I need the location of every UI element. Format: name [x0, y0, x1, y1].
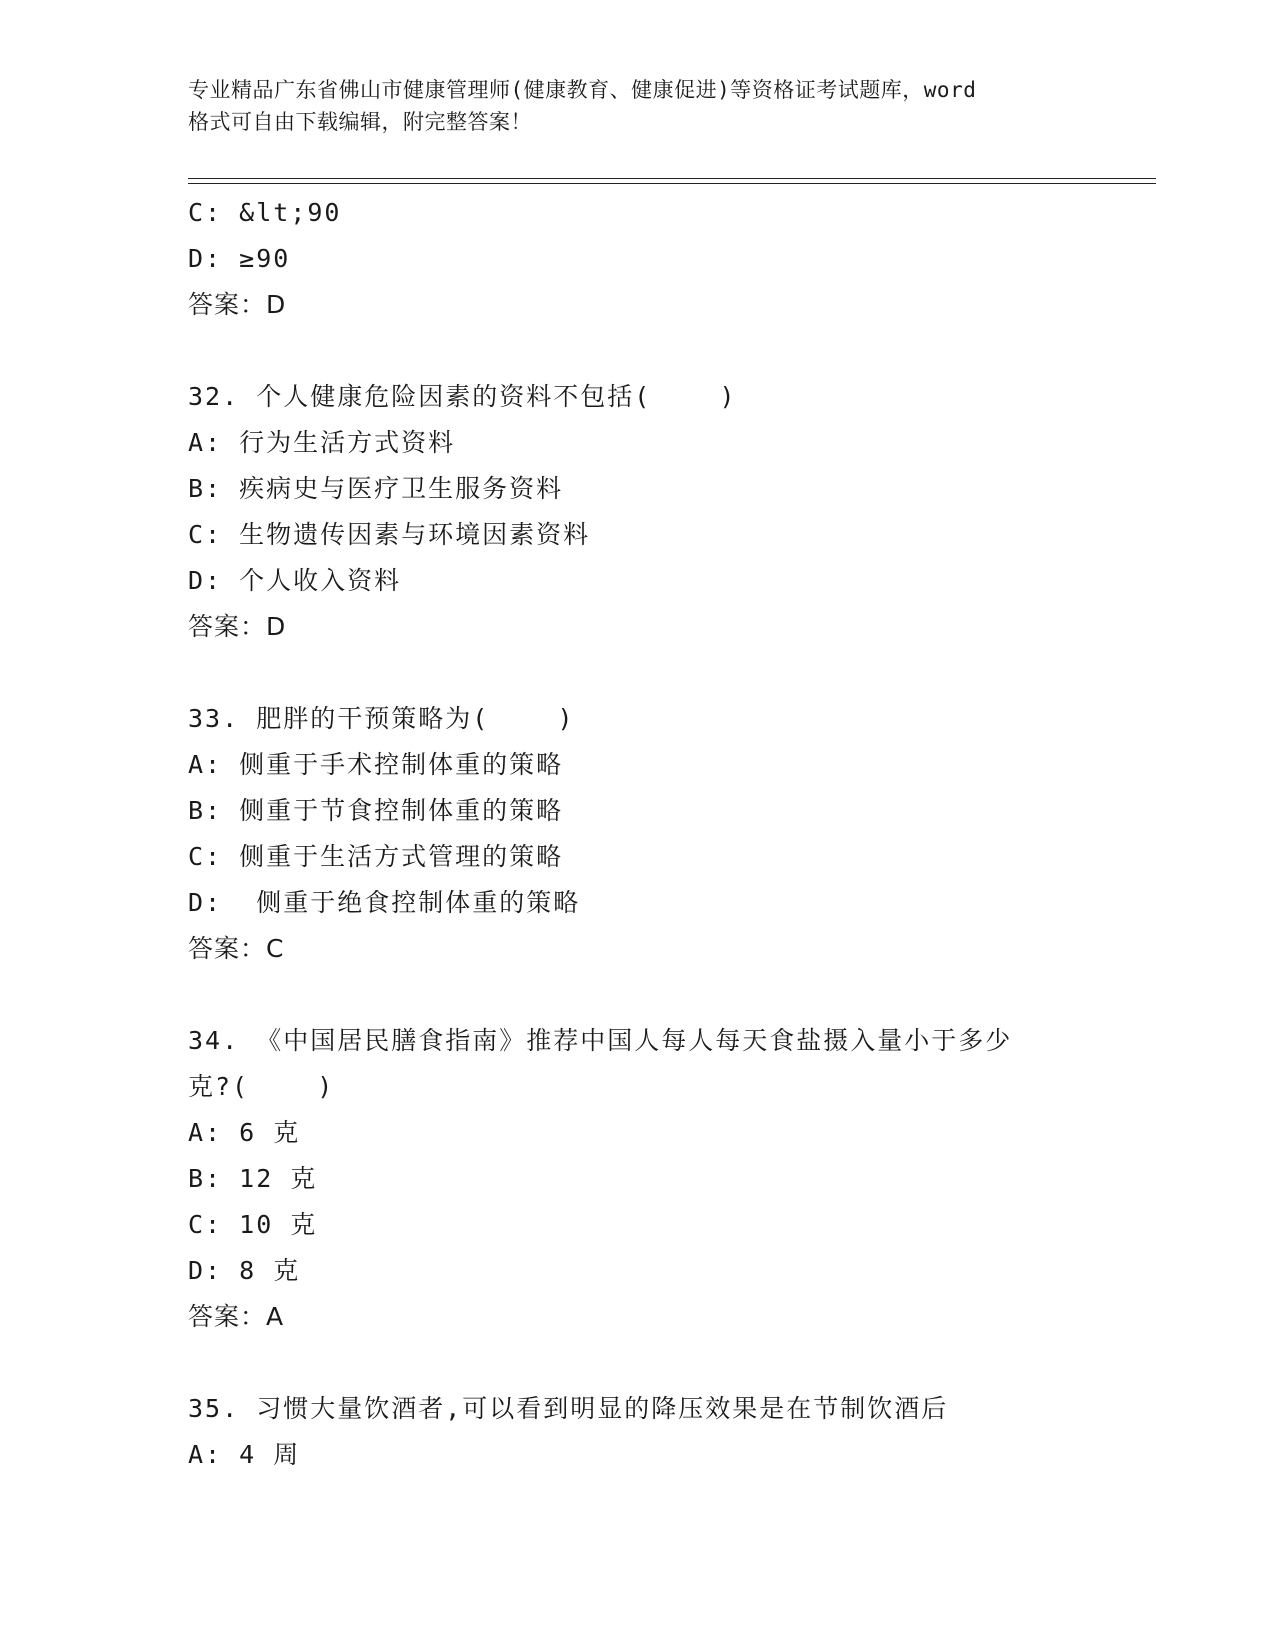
question-title: 32. 个人健康危险因素的资料不包括( ) — [188, 382, 737, 411]
option-d: D: 个人收入资料 — [188, 566, 402, 595]
question-31-tail — [188, 190, 1148, 328]
option-d: D: 8 克 — [188, 1256, 301, 1285]
question-title: 35. 习惯大量饮酒者,可以看到明显的降压效果是在节制饮酒后 — [188, 1394, 949, 1423]
option-a: A: 4 周 — [188, 1440, 301, 1469]
question-32 — [188, 374, 1148, 650]
option-d: D: 侧重于绝食控制体重的策略 — [188, 888, 581, 917]
question-list — [188, 190, 1148, 1478]
question-34 — [188, 1018, 1148, 1340]
option-a: A: 侧重于手术控制体重的策略 — [188, 750, 564, 779]
option-c: C: 侧重于生活方式管理的策略 — [188, 842, 564, 871]
question-title-line-1: 34. 《中国居民膳食指南》推荐中国人每人每天食盐摄入量小于多少 — [188, 1026, 1013, 1055]
answer-line: 答案：D — [188, 612, 287, 641]
question-33 — [188, 696, 1148, 972]
document-header — [188, 74, 1088, 138]
header-divider-bottom — [188, 183, 1156, 184]
option-a: A: 行为生活方式资料 — [188, 428, 456, 457]
header-line-1: 专业精品广东省佛山市健康管理师(健康教育、健康促进)等资格证考试题库，word — [188, 78, 977, 102]
option-a: A: 6 克 — [188, 1118, 301, 1147]
answer-line: 答案：A — [188, 1302, 285, 1331]
option-c: C: &lt;90 — [188, 198, 342, 227]
question-title-line-2: 克?( ) — [188, 1072, 335, 1101]
question-title: 33. 肥胖的干预策略为( ) — [188, 704, 575, 733]
option-b: B: 12 克 — [188, 1164, 318, 1193]
header-line-2: 格式可自由下载编辑，附完整答案！ — [188, 110, 532, 134]
answer-line: 答案：C — [188, 934, 285, 963]
option-d: D: ≥90 — [188, 244, 291, 273]
answer-line: 答案：D — [188, 290, 287, 319]
question-35 — [188, 1386, 1148, 1478]
option-c: C: 生物遗传因素与环境因素资料 — [188, 520, 591, 549]
option-b: B: 疾病史与医疗卫生服务资料 — [188, 474, 564, 503]
option-b: B: 侧重于节食控制体重的策略 — [188, 796, 564, 825]
option-c: C: 10 克 — [188, 1210, 318, 1239]
header-divider-top — [188, 178, 1156, 179]
